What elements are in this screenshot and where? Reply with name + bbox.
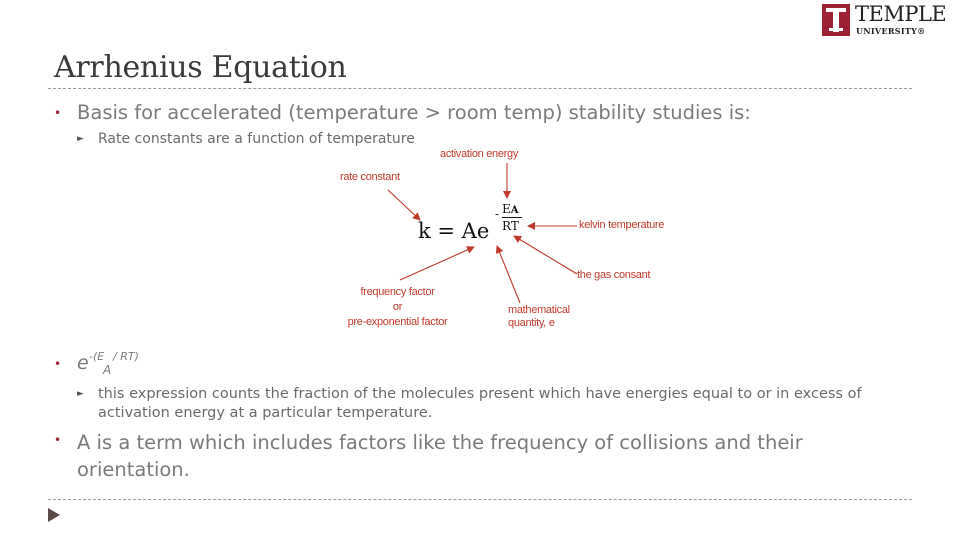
arrow-rate-constant	[388, 190, 420, 220]
exponent-minus: -	[495, 207, 500, 221]
label-kelvin-temperature: kelvin temperature	[579, 219, 665, 231]
label-mathematical-quantity: mathematical quantity, e	[508, 304, 570, 329]
play-triangle-icon[interactable]	[48, 508, 60, 522]
label-activation-energy: activation energy	[440, 148, 519, 160]
label-gas-constant: the gas consant	[577, 269, 651, 281]
arrow-gas-constant	[514, 236, 577, 274]
exponent-numerator: EA	[502, 202, 519, 216]
logo-subtitle: UNIVERSITY®	[856, 26, 926, 36]
footer-divider	[48, 499, 912, 500]
dot-bullet-icon: •	[54, 106, 62, 120]
bullet-exponential-term: e -(E A / RT)	[77, 350, 139, 377]
sub-bullet-rate-constants: Rate constants are a function of temperature	[98, 131, 415, 147]
equation-lhs: k = Ae	[418, 219, 490, 243]
triangle-bullet-icon: ►	[77, 134, 84, 144]
bullet-basis: Basis for accelerated (temperature > room temp) stability studies is:	[77, 101, 751, 124]
arrow-frequency-factor	[400, 247, 474, 280]
slide-title: Arrhenius Equation	[54, 50, 347, 85]
logo-wordmark: TEMPLE	[855, 2, 947, 26]
exponent-denominator: RT	[502, 219, 519, 233]
dot-bullet-icon: •	[54, 433, 62, 447]
fraction-bar	[502, 217, 522, 218]
bullet-term-a: A is a term which includes factors like the frequency of collisions and their orientation.	[77, 431, 803, 481]
arrow-mathematical-e	[497, 246, 520, 303]
sub-bullet-fraction-explanation: this expression counts the fraction of the molecules present which have energies equal to or in excess of activation energy at a particular temperature.	[98, 386, 862, 421]
dot-bullet-icon: •	[54, 357, 62, 371]
triangle-bullet-icon: ►	[77, 389, 84, 399]
label-rate-constant: rate constant	[340, 171, 400, 183]
label-frequency-factor: frequency factor or pre-exponential factor	[347, 286, 448, 328]
